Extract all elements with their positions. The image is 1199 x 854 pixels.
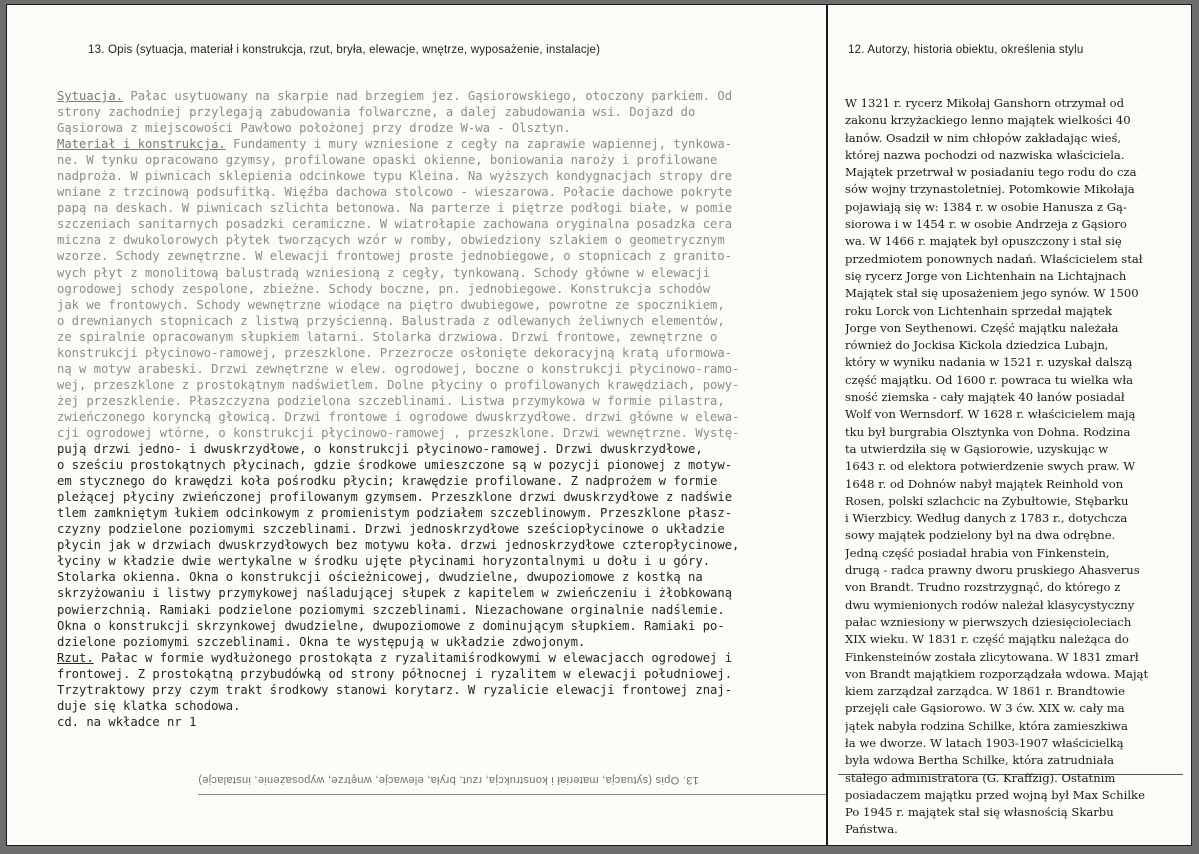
text-line: przedmiotem ponownych nadań. Właścicielem stał — [845, 251, 1143, 266]
text-line: jątek nabyła rodzina Schilke, która zamieszkiwa — [845, 718, 1128, 733]
text-line: roku Lorck von Lichtenhain sprzedał majątek — [845, 303, 1113, 318]
text-line: dwu wymienionych rodów należał klasycystyczny — [845, 597, 1135, 612]
text-line: Gąsiorowa z miejscowości Pawłowo położonej przy drodze W-wa - Olsztyn. — [57, 121, 571, 136]
text-line: czyzny podzielone poziomymi szczeblinami. Drzwi jednoskrzydłowe sześciopłycinowe o układzie — [57, 522, 725, 537]
text-line: pałac wzniesiony w pierwszych dziesięcioleciach — [845, 614, 1132, 629]
text-line: Jedną część posiadał hrabia von Finkenstein, — [845, 545, 1110, 560]
text-line: łanów. Osadził w nim chłopów zakładając wieś, — [845, 130, 1122, 145]
text-line: Sytuacja. Pałac usytuowany na skarpie nad brzegiem jez. Gąsiorowskiego, otoczony parkiem. Od — [57, 89, 733, 103]
text-line: XIX wieku. W 1831 r. część majątku należąca do — [845, 632, 1129, 647]
text-line: duje się klatka schodowa. — [57, 698, 241, 713]
text-line: stałego administratora (G. Kraffzig). Ostatnim — [845, 770, 1116, 785]
text-line: tku był burgrabia Olsztynka von Dohna. Rodzina — [845, 424, 1131, 439]
text-line: cji ogrodowej wtórne, o konstrukcji płycinowo-ramowej , przeszklone. Drzwi wewnętrzne. Wystę- — [57, 425, 740, 440]
text-line: strony zachodniej przylegają zabudowania folwarczne, a dalej zabudowania wsi. Dojazd do — [57, 105, 696, 120]
text-line: tlem zamkniętym łukiem odcinkowym z promienistym podziałem szczeblinowym. Przeszklone płasz- — [57, 506, 733, 521]
text-line: von Brandt. Trudno rozstrzygnąć, do którego z — [845, 580, 1121, 595]
text-line: łyciny w kładzie dwie wertykalne w środku ujęte płycinami horyzontalnymi u dołu i u góry. — [57, 554, 711, 569]
text-line: powierzchnią. Ramiaki podzielone poziomymi szczeblinami. Niezachowane orginalnie nadślemie. — [57, 602, 725, 617]
text-line: Majątek przetrwał w posiadaniu tego rodu do cza — [845, 165, 1137, 180]
text-line: cd. na wkładce nr 1 — [57, 714, 197, 729]
text-line: pleżącej płyciny zwieńczonej profilowanym gzymsem. Przeszklone drzwi dwuskrzydłowe z nadświe — [57, 490, 733, 505]
text-line: Rosen, polski szlachcic na Zybułtowie, Stębarku — [845, 493, 1129, 508]
history-text — [845, 95, 1183, 839]
text-line: siorowa i w 1454 r. w osobie Andrzeja z Gąsioro — [845, 217, 1127, 232]
text-line: ogrodowej schody zespolone, zbieżne. Schody boczne, pn. jednobiegowe. Konstrukcja schodów — [57, 281, 711, 296]
text-line: pojawiają się w: 1384 r. w osobie Hanusza z Gą- — [845, 199, 1127, 214]
text-line: W 1321 r. rycerz Mikołaj Ganshorn otrzymał od — [845, 96, 1125, 110]
text-line: ła we dworze. W latach 1903-1907 właścicielką — [845, 735, 1124, 750]
text-line: sność ziemska - cały majątek 40 łanów posiadał — [845, 390, 1125, 405]
text-line: nadproża. W piwnicach sklepienia odcinkowe typu Kleina. Na wyższych kondygnacjach stropy dre — [57, 169, 733, 184]
text-line: Majątek stał się uposażeniem jego synów. W 1500 — [845, 286, 1139, 301]
text-line: von Brandt majątkiem rozporządzała wdowa. Mająt — [845, 666, 1149, 681]
text-line: skrzyżowaniu i listwy przymykowej naśladującej słupek z kapitelem w zwieńczeniu i żłobkowaną — [57, 586, 733, 601]
section-header-description: 13. Opis (sytuacja, materiał i konstrukcja, rzut, bryła, elewacje, wnętrze, wyposażenie, instalacje) — [88, 44, 601, 56]
text-line: płycin jak w drzwiach dwuskrzydłowych bez motywu koła. drzwi jednoskrzydłowe czteropłycinowe, — [57, 538, 740, 553]
text-line: sów wojny trzynastoletniej. Potomkowie Mikołaja — [845, 182, 1135, 197]
text-line: żej przeszklenie. Płaszczyzna podzielona szczeblinami. Listwa przymykowa w formie pilastra, — [57, 393, 725, 408]
text-line: posiadaczem majątku przed wojną był Max Schilke — [845, 787, 1145, 802]
section-heading: Materiał i konstrukcja. — [57, 137, 226, 152]
text-line: sowy majątek podzielony był na dwa odrębne. — [845, 528, 1116, 543]
text-line: 1643 r. od elektora potwierdzenie swych praw. W — [845, 459, 1136, 474]
text-line: przejęli całe Gąsiorowo. W 3 ćw. XIX w. cały ma — [845, 701, 1125, 716]
text-line: i Wierzbicy. Według danych z 1783 r., dotychcza — [845, 511, 1128, 526]
text-line: szczeniach sanitarnych posadzki ceramiczne. W wiatrołapie zachowana oryginalna posadzka cera — [57, 217, 733, 232]
section-heading: Sytuacja. — [57, 89, 124, 103]
text-line: kiem zarządzał zarządca. W 1861 r. Brandtowie — [845, 684, 1125, 699]
text-line: pują drzwi jedno- i dwuskrzydłowe, o konstrukcji płycinowo-ramowej. Drzwi dwuskrzydłowe, — [57, 442, 703, 457]
text-line: ze spiralnie opracowanym słupkiem latarni. Stolarka drzwiowa. Drzwi frontowe, zewnętrzne o — [57, 329, 718, 344]
text-line: o drewnianych stopnicach z listwą przyścienną. Balustrada z odlewanych żeliwnych elementów, — [57, 313, 725, 328]
text-line: ta utwierdziła się w Gąsiorowie, uzyskując w — [845, 441, 1109, 456]
text-line: frontowej. Z prostokątną przybudówką od strony północnej i ryzalitem w elewacji południowej. — [57, 666, 733, 681]
text-line: drugą - radca prawny dworu pruskiego Ahasverus — [845, 563, 1140, 578]
text-line: Wolf von Wernsdorf. W 1628 r. właścicielem mają — [845, 407, 1136, 422]
text-line: jak we frontowych. Schody wewnętrzne wiodące na piętro dwubiegowe, powrotne ze spocznikiem, — [57, 297, 725, 312]
text-line: Państwa. — [845, 822, 898, 837]
text-line: dzielone poziomymi szczeblinami. Okna te występują w układzie zdwojonym. — [57, 634, 586, 649]
text-line: część majątku. Od 1600 r. powraca tu wielka wła — [845, 372, 1134, 387]
text-line: który w wyniku nadania w 1521 r. uzyskał dalszą — [845, 355, 1133, 370]
text-line: zwieńczonego koryncką głowicą. Drzwi frontowe i ogrodowe dwuskrzydłowe. drzwi główne w elewa- — [57, 409, 740, 424]
text-line: papą na deskach. W piwnicach szlichta betonowa. Na parterze i piętrze podłogi białe, w pomie — [57, 201, 733, 216]
text-line: wa. W 1466 r. majątek był opuszczony i stał się — [845, 234, 1122, 249]
text-line: zakonu krzyżackiego lenno majątek wielkości 40 — [845, 113, 1131, 128]
text-line: wych płyt z monolitową balustradą wzniesioną z cegły, tynkowaną. Schody główne w elewacji — [57, 265, 711, 280]
section-heading: Rzut. — [57, 650, 94, 665]
text-line: Finkensteinów została zlicytowana. W 1831 zmarł — [845, 649, 1139, 664]
text-line: Jorge von Seythenowi. Część majątku należała — [845, 320, 1119, 335]
text-line: miczna z dwukolorowych płytek tworzących wzór w romby, obwiedziony szlakiem o geometrycznym — [57, 233, 725, 248]
text-line: Po 1945 r. majątek stał się własnością Skarbu — [845, 805, 1114, 820]
mirrored-header-imprint: 13. Opis (sytuacja, materiał i konstrukcja, rzut, bryła, elewacje, wnętrze, wyposażenie, instalacje) — [198, 774, 699, 786]
text-line: wniane z trzcinową podsufitką. Więźba dachowa stolcowo - wieszarowa. Połacie dachowe pokryte — [57, 185, 733, 200]
text-line: Rzut. Pałac w formie wydłużonego prostokąta z ryzalitamiśrodkowymi w elewacjacch ogrodowej i — [57, 650, 733, 665]
text-line: 1648 r. od Dohnów nabył majątek Reinhold von — [845, 476, 1124, 491]
text-line: ną w motyw arabeski. Drzwi zewnętrzne w elew. ogrodowej, boczne o konstrukcji płycinowo-ramo- — [57, 361, 740, 376]
text-line: Okna o konstrukcji skrzynkowej dwudzielne, dwupoziomowe z dominującym słupkiem. Ramiaki po- — [57, 618, 725, 633]
text-line: której nazwa pochodzi od nazwiska właściciela. — [845, 147, 1125, 162]
text-line: Trzytraktowy przy czym trakt środkowy stanowi korytarz. W ryzalicie elewacji frontowej znaj- — [57, 682, 733, 697]
section-header-history: 12. Autorzy, historia obiektu, określenia stylu — [848, 44, 1084, 56]
text-line: Stolarka okienna. Okna o konstrukcji ościeżnicowej, dwudzielne, dwupoziomowe z kostką na — [57, 570, 703, 585]
text-line: wzorze. Schody zewnętrzne. W elewacji frontowej proste jednobiegowe, o stopnicach z granito- — [57, 249, 733, 264]
text-line: konstrukcji płycinowo-ramowej, przeszklone. Przezrocze osłonięte dekoracyjną kratą uformowa- — [57, 345, 733, 360]
description-text — [57, 88, 827, 730]
text-line: wej, przeszklone z prostokątnym nadświetlem. Dolne płyciny o profilowanych krawędziach, powy- — [57, 377, 740, 392]
text-line: ne. W tynku opracowano gzymsy, profilowane opaski okienne, boniowania naroży i profilowane — [57, 153, 718, 168]
text-line: o sześciu prostokątnych płycinach, gdzie środkowe umieszczone są w pozycji pionowej z motyw- — [57, 458, 733, 473]
text-line: się rycerz Jorge von Lichtenhain na Lichtajnach — [845, 268, 1127, 283]
text-line: również do Jockisa Kickola dziedzica Lubajn, — [845, 338, 1109, 353]
fold-line — [198, 794, 826, 795]
text-line: Materiał i konstrukcja. Fundamenty i mury wzniesione z cegły na zaprawie wapiennej, tynkowa- — [57, 137, 733, 152]
text-line: em stycznego do krawędzi koła pośrodku płycin; krawędzie profilowane. Z nadprożem w formie — [57, 474, 718, 489]
text-line: była wdowa Bertha Schilke, która zatrudniała — [845, 753, 1115, 768]
